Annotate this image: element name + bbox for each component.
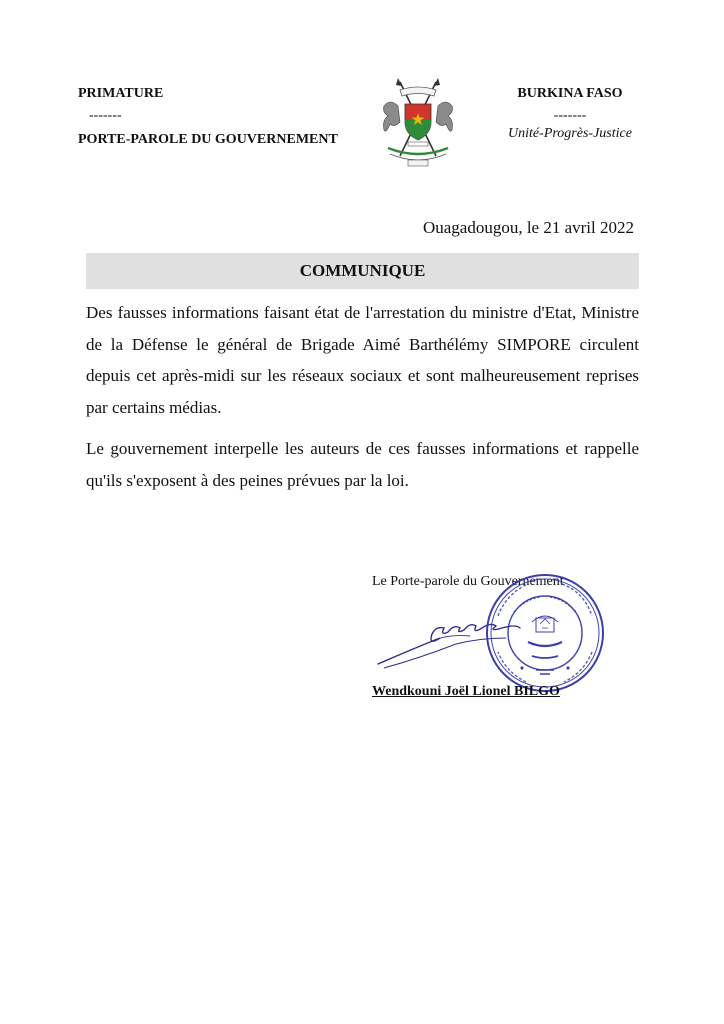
body-paragraph-1: Des fausses informations faisant état de l'arrestation du ministre d'Etat, Ministre de la Défense le général de Brigade Aimé Barthélémy SIMPORE circulent depuis cet après-midi sur les réseaux sociaux et sont malheureusement reprises par certains médias. — [86, 303, 639, 417]
body-paragraph-2: Le gouvernement interpelle les auteurs de ces fausses informations et rappelle qu'ils s'exposent à des peines prévues par la loi. — [86, 439, 639, 490]
office-name: PORTE-PAROLE DU GOUVERNEMENT — [78, 132, 338, 147]
signatory-title: Le Porte-parole du Gouvernement — [372, 574, 564, 589]
institution-name: PRIMATURE — [78, 86, 164, 101]
country-name: BURKINA FASO — [517, 86, 623, 101]
header-left-separator: ------- — [89, 108, 122, 123]
date-line: Ouagadougou, le 21 avril 2022 — [422, 218, 634, 237]
header-right-separator: ------- — [553, 108, 587, 123]
document-title: COMMUNIQUE — [86, 253, 639, 289]
signatory-name: Wendkouni Joël Lionel BILGO — [372, 684, 560, 699]
national-motto: Unité-Progrès-Justice — [508, 126, 632, 141]
official-stamp-icon — [484, 572, 606, 694]
coat-of-arms-icon — [378, 76, 458, 172]
header-right-block — [490, 86, 650, 142]
